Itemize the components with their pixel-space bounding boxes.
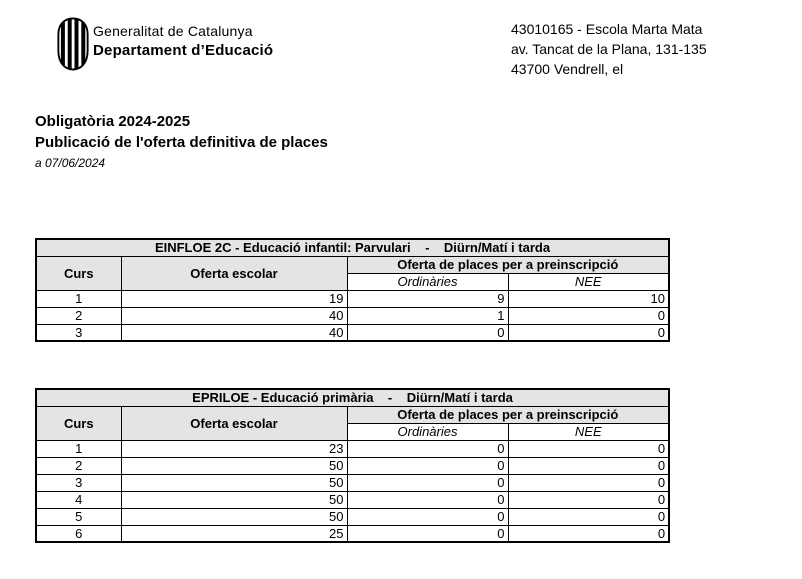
col-header-nee: NEE xyxy=(508,273,669,290)
table-row xyxy=(36,525,669,542)
nee-cell: 0 xyxy=(508,324,669,341)
nee-cell: 0 xyxy=(508,457,669,474)
table-title: EPRILOE - Educació primària - Diürn/Matí i tarda xyxy=(36,389,669,406)
oferta-escolar-cell: 25 xyxy=(121,525,347,542)
nee-cell: 0 xyxy=(508,491,669,508)
school-block xyxy=(511,19,707,79)
ordinaries-cell: 0 xyxy=(347,508,508,525)
publication-date: a 07/06/2024 xyxy=(35,156,106,170)
curs-cell: 3 xyxy=(36,324,121,341)
table-row xyxy=(36,457,669,474)
curs-cell: 1 xyxy=(36,290,121,307)
organisation-name: Generalitat de Catalunya xyxy=(93,23,253,39)
nee-cell: 0 xyxy=(508,525,669,542)
oferta-escolar-cell: 50 xyxy=(121,491,347,508)
table-row xyxy=(36,474,669,491)
document-titles xyxy=(35,111,328,170)
page-title: Obligatòria 2024-2025 xyxy=(35,113,191,130)
table-row xyxy=(36,324,669,341)
table-eprile xyxy=(35,388,670,543)
oferta-escolar-cell: 19 xyxy=(121,290,347,307)
col-header-oferta-escolar: Oferta escolar xyxy=(121,406,347,440)
curs-cell: 1 xyxy=(36,440,121,457)
col-header-nee: NEE xyxy=(508,423,669,440)
col-header-curs: Curs xyxy=(36,256,121,290)
nee-cell: 10 xyxy=(508,290,669,307)
table-title-row xyxy=(36,389,669,406)
generalitat-catalunya-shield-icon xyxy=(56,15,90,73)
oferta-escolar-cell: 50 xyxy=(121,474,347,491)
col-header-preinscripcio: Oferta de places per a preinscripció xyxy=(347,256,669,273)
oferta-escolar-cell: 50 xyxy=(121,457,347,474)
ordinaries-cell: 0 xyxy=(347,491,508,508)
nee-cell: 0 xyxy=(508,474,669,491)
ordinaries-cell: 1 xyxy=(347,307,508,324)
oferta-escolar-cell: 40 xyxy=(121,307,347,324)
table-row xyxy=(36,307,669,324)
col-header-oferta-escolar: Oferta escolar xyxy=(121,256,347,290)
page-subtitle: Publicació de l'oferta definitiva de places xyxy=(35,134,328,151)
department-name: Departament d’Educació xyxy=(93,42,274,59)
oferta-escolar-cell: 50 xyxy=(121,508,347,525)
school-code-name: 43010165 - Escola Marta Mata xyxy=(511,21,703,37)
curs-cell: 6 xyxy=(36,525,121,542)
ordinaries-cell: 0 xyxy=(347,324,508,341)
nee-cell: 0 xyxy=(508,440,669,457)
ordinaries-cell: 0 xyxy=(347,440,508,457)
table-header-row xyxy=(36,406,669,423)
col-header-ordinaries: Ordinàries xyxy=(347,273,508,290)
ordinaries-cell: 9 xyxy=(347,290,508,307)
curs-cell: 3 xyxy=(36,474,121,491)
table-row xyxy=(36,440,669,457)
table-header-row xyxy=(36,256,669,273)
table-title: EINFLOE 2C - Educació infantil: Parvulari - Diürn/Matí i tarda xyxy=(36,239,669,256)
table-einfloe xyxy=(35,238,670,342)
table-row xyxy=(36,508,669,525)
organisation-block xyxy=(93,23,273,59)
ordinaries-cell: 0 xyxy=(347,474,508,491)
table-title-row xyxy=(36,239,669,256)
ordinaries-cell: 0 xyxy=(347,525,508,542)
col-header-preinscripcio: Oferta de places per a preinscripció xyxy=(347,406,669,423)
curs-cell: 4 xyxy=(36,491,121,508)
curs-cell: 2 xyxy=(36,457,121,474)
col-header-curs: Curs xyxy=(36,406,121,440)
nee-cell: 0 xyxy=(508,307,669,324)
oferta-escolar-cell: 40 xyxy=(121,324,347,341)
col-header-ordinaries: Ordinàries xyxy=(347,423,508,440)
curs-cell: 2 xyxy=(36,307,121,324)
table-row xyxy=(36,491,669,508)
school-city: 43700 Vendrell, el xyxy=(511,61,624,77)
oferta-escolar-cell: 23 xyxy=(121,440,347,457)
school-address: av. Tancat de la Plana, 131-135 xyxy=(511,41,707,57)
nee-cell: 0 xyxy=(508,508,669,525)
curs-cell: 5 xyxy=(36,508,121,525)
ordinaries-cell: 0 xyxy=(347,457,508,474)
table-row xyxy=(36,290,669,307)
